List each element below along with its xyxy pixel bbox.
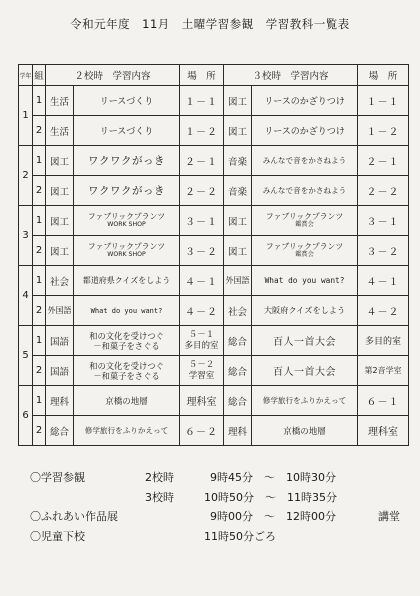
- content-p3-main: ファブリックプランツ: [265, 212, 344, 221]
- subject-p3: 図工: [224, 236, 252, 266]
- subject-p2: 図工: [46, 236, 74, 266]
- exhibit-place: 講堂: [378, 510, 400, 523]
- content-p3: 百人一首大会: [252, 356, 358, 386]
- header-period3: ３校時 学習内容: [224, 65, 358, 86]
- content-p2: 修学旅行をふりかえって: [74, 416, 180, 446]
- subject-p2: 図工: [46, 206, 74, 236]
- class-cell: 2: [33, 116, 46, 146]
- place-p2: [180, 326, 224, 356]
- info-line-dismiss: [30, 527, 410, 547]
- place-p2: ２－１: [180, 146, 224, 176]
- content-p2: リースづくり: [74, 116, 180, 146]
- place-p3: ３－１: [358, 206, 409, 236]
- content-p3: みんなで音をかさねよう: [252, 146, 358, 176]
- content-p3: 京橋の地層: [252, 416, 358, 446]
- content-p3: リースのかざりつけ: [252, 86, 358, 116]
- subject-p3: 音楽: [224, 146, 252, 176]
- class-cell: 2: [33, 356, 46, 386]
- place-p2-line1: ５－２: [188, 359, 215, 370]
- subject-p3: 外国語: [224, 266, 252, 296]
- table-row: [19, 326, 409, 356]
- subject-p2: 国語: [46, 326, 74, 356]
- place-p2: １－１: [180, 86, 224, 116]
- content-p2: [74, 356, 180, 386]
- exhibit-time: 9時00分 ～ 12時00分: [210, 510, 336, 523]
- class-cell: 1: [33, 206, 46, 236]
- place-p3: ６－１: [358, 386, 409, 416]
- content-p3: みんなで音をかさねよう: [252, 176, 358, 206]
- content-p2: 京橋の地層: [74, 386, 180, 416]
- schedule-info: [30, 468, 410, 546]
- content-p3-main: ファブリックプランツ: [265, 242, 344, 251]
- content-p2-line1: 和の文化を受けつぐ: [89, 330, 164, 341]
- grade-cell: 2: [19, 146, 33, 206]
- content-p2-main: ファブリックプランツ: [87, 212, 166, 221]
- exhibit-label: 〇ふれあい作品展: [30, 510, 118, 523]
- content-p2: [74, 236, 180, 266]
- place-p2: ２－２: [180, 176, 224, 206]
- schedule-table: [18, 64, 409, 446]
- class-cell: 2: [33, 416, 46, 446]
- info-line-period3: [30, 488, 410, 508]
- content-p2: ワクワクがっき: [74, 146, 180, 176]
- content-p2: 都道府県クイズをしよう: [74, 266, 180, 296]
- subject-p3: 総合: [224, 356, 252, 386]
- place-p2-line1: ５－１: [188, 329, 215, 340]
- content-p3-sub: 鑑賞会: [295, 221, 314, 228]
- subject-p2: 外国語: [46, 296, 74, 326]
- subject-p3: 社会: [224, 296, 252, 326]
- subject-p2: 社会: [46, 266, 74, 296]
- subject-p2: 図工: [46, 146, 74, 176]
- content-p2: [74, 326, 180, 356]
- grade-cell: 3: [19, 206, 33, 266]
- place-p3: 第2音学室: [358, 356, 409, 386]
- subject-p3: 図工: [224, 206, 252, 236]
- table-row: [19, 206, 409, 236]
- place-p3: １－１: [358, 86, 409, 116]
- class-cell: 2: [33, 296, 46, 326]
- header-period2: ２校時 学習内容: [46, 65, 180, 86]
- content-p3: [252, 206, 358, 236]
- content-p2-line2: －和菓子をさぐる: [93, 370, 160, 381]
- place-p3: 多目的室: [358, 326, 409, 356]
- info-line-exhibit: [30, 507, 410, 527]
- place-p2: ３－２: [180, 236, 224, 266]
- table-row: [19, 296, 409, 326]
- content-p2-sub: WORK SHOP: [107, 251, 146, 258]
- grade-cell: 6: [19, 386, 33, 446]
- place-p3: １－２: [358, 116, 409, 146]
- place-p2: 理科室: [180, 386, 224, 416]
- table-row: [19, 356, 409, 386]
- grade-cell: 5: [19, 326, 33, 386]
- content-p3: 百人一首大会: [252, 326, 358, 356]
- place-p2: ４－２: [180, 296, 224, 326]
- header-class: 組: [33, 65, 46, 86]
- place-p3: ２－２: [358, 176, 409, 206]
- table-row: [19, 386, 409, 416]
- place-p2-line2: 多目的室: [184, 340, 219, 351]
- content-p3: 大阪府クイズをしよう: [252, 296, 358, 326]
- class-cell: 1: [33, 266, 46, 296]
- place-p2: [180, 356, 224, 386]
- dismiss-label: 〇児童下校: [30, 529, 85, 543]
- content-p2-sub: WORK SHOP: [107, 221, 146, 228]
- table-row: [19, 416, 409, 446]
- subject-p3: 図工: [224, 86, 252, 116]
- info-line-visit: [30, 468, 410, 488]
- period3-time: 10時50分 ～ 11時35分: [204, 490, 337, 504]
- content-p2-main: ファブリックプランツ: [87, 242, 166, 251]
- visit-label: 〇学習参観: [30, 471, 85, 484]
- period2-time: 9時45分 ～ 10時30分: [210, 471, 336, 484]
- table-row: [19, 116, 409, 146]
- period2-label: 2校時: [145, 471, 174, 484]
- content-p2: What do you want?: [74, 296, 180, 326]
- content-p2-line1: 和の文化を受けつぐ: [89, 360, 164, 371]
- place-p3: ４－２: [358, 296, 409, 326]
- class-cell: 1: [33, 86, 46, 116]
- subject-p3: 理科: [224, 416, 252, 446]
- place-p3: 理科室: [358, 416, 409, 446]
- place-p2: ６－２: [180, 416, 224, 446]
- content-p3: What do you want?: [252, 266, 358, 296]
- content-p3: リースのかざりつけ: [252, 116, 358, 146]
- table-row: [19, 176, 409, 206]
- place-p3: ３－２: [358, 236, 409, 266]
- class-cell: 2: [33, 236, 46, 266]
- content-p2: ワクワクがっき: [74, 176, 180, 206]
- subject-p2: 生活: [46, 86, 74, 116]
- header-place-3: 場 所: [358, 65, 409, 86]
- content-p2: リースづくり: [74, 86, 180, 116]
- subject-p3: 図工: [224, 116, 252, 146]
- table-row: [19, 236, 409, 266]
- subject-p3: 総合: [224, 326, 252, 356]
- class-cell: 1: [33, 326, 46, 356]
- content-p3: [252, 236, 358, 266]
- class-cell: 1: [33, 386, 46, 416]
- table-row: [19, 86, 409, 116]
- subject-p2: 国語: [46, 356, 74, 386]
- grade-cell: 4: [19, 266, 33, 326]
- content-p3: 修学旅行をふりかえって: [252, 386, 358, 416]
- place-p2: ３－１: [180, 206, 224, 236]
- place-p2-line2: 学習室: [188, 370, 215, 381]
- content-p2-line2: －和菓子をさぐる: [93, 340, 160, 351]
- header-row: [19, 65, 409, 86]
- grade-cell: 1: [19, 86, 33, 146]
- period3-label: 3校時: [145, 490, 174, 504]
- subject-p2: 図工: [46, 176, 74, 206]
- dismiss-time: 11時50分ごろ: [204, 529, 276, 543]
- table-row: [19, 266, 409, 296]
- class-cell: 1: [33, 146, 46, 176]
- subject-p2: 総合: [46, 416, 74, 446]
- content-p3-sub: 鑑賞会: [295, 251, 314, 258]
- place-p3: ４－１: [358, 266, 409, 296]
- header-grade: 学年: [19, 65, 33, 86]
- header-place-2: 場 所: [180, 65, 224, 86]
- table-row: [19, 146, 409, 176]
- subject-p2: 理科: [46, 386, 74, 416]
- class-cell: 2: [33, 176, 46, 206]
- subject-p3: 総合: [224, 386, 252, 416]
- content-p2: [74, 206, 180, 236]
- subject-p2: 生活: [46, 116, 74, 146]
- page-title: 令和元年度 11月 土曜学習参観 学習教科一覧表: [70, 17, 350, 31]
- place-p2: ４－１: [180, 266, 224, 296]
- subject-p3: 音楽: [224, 176, 252, 206]
- place-p2: １－２: [180, 116, 224, 146]
- place-p3: ２－１: [358, 146, 409, 176]
